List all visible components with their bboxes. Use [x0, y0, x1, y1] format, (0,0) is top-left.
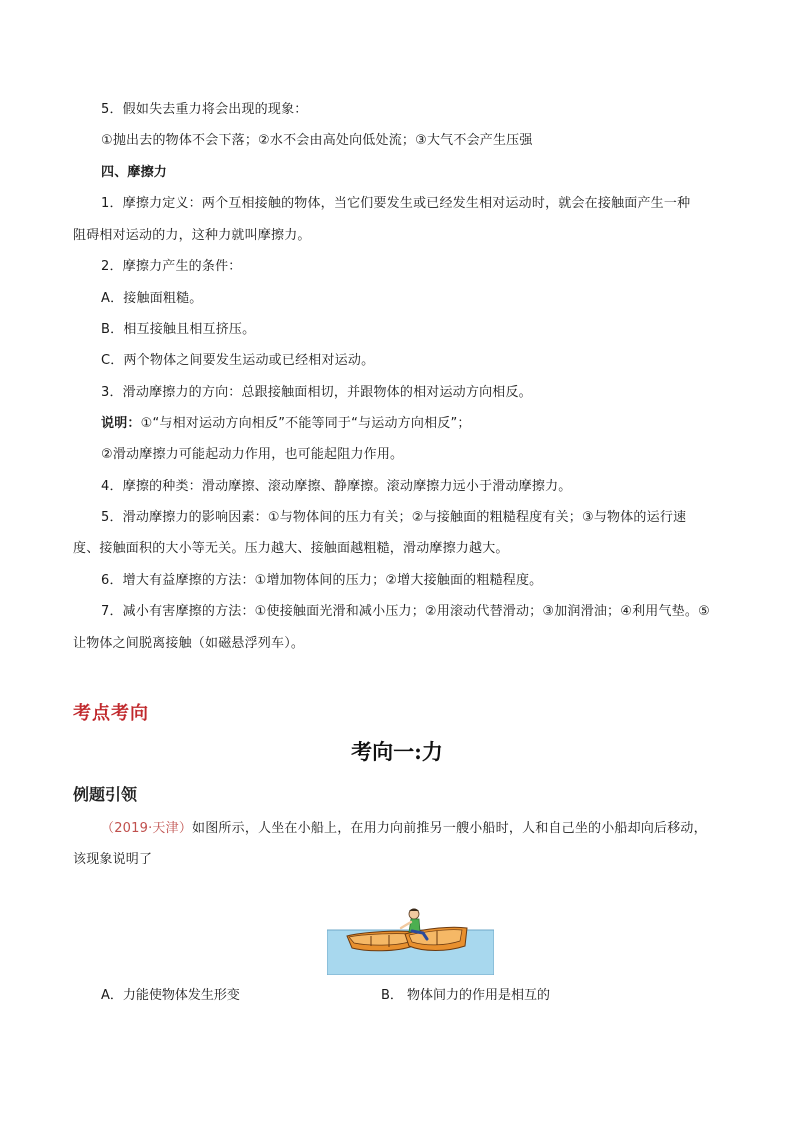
section-title-exam-points: 考点考向 — [73, 703, 149, 724]
friction-direction: 3．滑动摩擦力的方向：总跟接触面相切，并跟物体的相对运动方向相反。 — [101, 385, 532, 400]
friction-factors-line2: 度、接触面积的大小等无关。压力越大、接触面越粗糙，滑动摩擦力越大。 — [73, 541, 509, 556]
friction-note — [101, 415, 471, 433]
friction-factors-line1: 5．滑动摩擦力的影响因素：①与物体间的压力有关；②与接触面的粗糙程度有关；③与物体的运行速 — [101, 510, 687, 525]
friction-definition-line2: 阻碍相对运动的力，这种力就叫摩擦力。 — [73, 228, 311, 243]
question-source: （2019·天津） — [101, 821, 193, 836]
friction-reduce-line2: 让物体之间脱离接触（如磁悬浮列车）。 — [73, 636, 305, 651]
question-line1 — [101, 820, 707, 838]
friction-conditions-title: 2．摩擦力产生的条件： — [101, 259, 242, 274]
option-a[interactable]: A．力能使物体发生形变 — [101, 988, 240, 1003]
boat-figure — [327, 906, 494, 975]
friction-heading: 四、摩擦力 — [101, 165, 168, 180]
note-label: 说明： — [101, 416, 141, 431]
note-item-1: ①“与相对运动方向相反”不能等同于“与运动方向相反”； — [140, 416, 471, 431]
friction-condition-a: A．接触面粗糙。 — [101, 291, 203, 306]
example-heading: 例题引领 — [73, 785, 138, 804]
option-b[interactable]: B． 物体间力的作用是相互的 — [381, 988, 551, 1003]
friction-increase-methods: 6．增大有益摩擦的方法：①增加物体间的压力；②增大接触面的粗糙程度。 — [101, 573, 543, 588]
friction-note-2: ②滑动摩擦力可能起动力作用，也可能起阻力作用。 — [101, 447, 404, 462]
friction-types: 4．摩擦的种类：滑动摩擦、滚动摩擦、静摩擦。滚动摩擦力远小于滑动摩擦力。 — [101, 479, 572, 494]
friction-definition-line1: 1．摩擦力定义：两个互相接触的物体，当它们要发生或已经发生相对运动时，就会在接触面产生一种 — [101, 196, 691, 211]
gravity-item5-title: 5．假如失去重力将会出现的现象： — [101, 102, 308, 117]
gravity-item5-body: ①抛出去的物体不会下落；②水不会由高处向低处流；③大气不会产生压强 — [101, 133, 533, 148]
topic-title: 考向一:力 — [351, 739, 443, 764]
question-text-1: 如图所示，人坐在小船上，在用力向前推另一艘小船时，人和自己坐的小船却向后移动， — [192, 821, 707, 836]
friction-condition-c: C．两个物体之间要发生运动或已经相对运动。 — [101, 353, 375, 368]
question-line2: 该现象说明了 — [73, 852, 153, 867]
friction-reduce-line1: 7．减小有害摩擦的方法：①使接触面光滑和减小压力；②用滚动代替滑动；③加润滑油；④利用气垫。⑤ — [101, 604, 710, 619]
friction-condition-b: B．相互接触且相互挤压。 — [101, 322, 256, 337]
